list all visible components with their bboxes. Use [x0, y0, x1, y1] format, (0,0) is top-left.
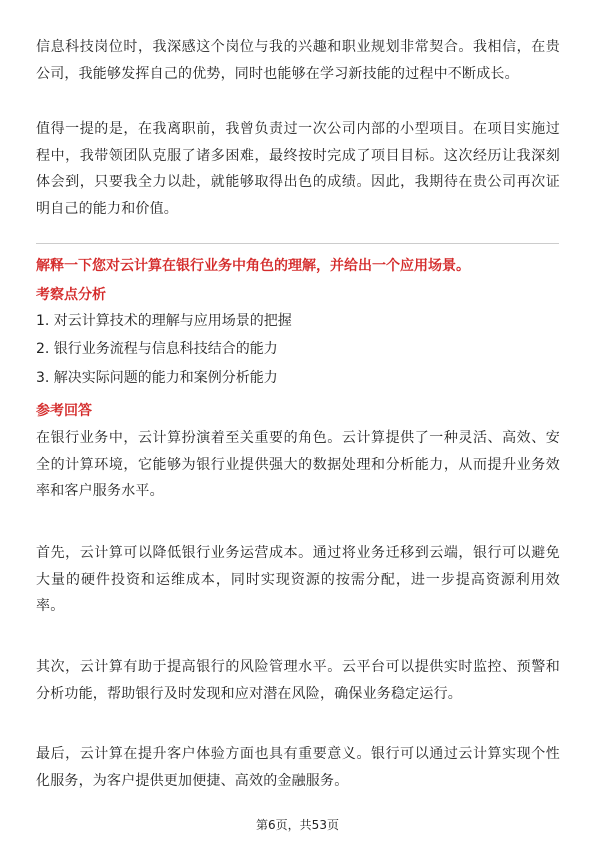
page-number: 第6页，共53页 [256, 818, 339, 832]
intro-paragraph-1: 信息科技岗位时，我深感这个岗位与我的兴趣和职业规划非常契合。我相信，在贵公司，我能够发挥自己的优势，同时也能够在学习新技能的过程中不断成长。 [36, 39, 560, 82]
section-divider [36, 243, 559, 244]
analysis-point-2: 2. 银行业务流程与信息科技结合的能力 [36, 341, 278, 357]
question-title: 解释一下您对云计算在银行业务中角色的理解，并给出一个应用场景。 [36, 258, 470, 274]
answer-paragraph-2: 首先，云计算可以降低银行业务运营成本。通过将业务迁移到云端，银行可以避免大量的硬件投资和运维成本，同时实现资源的按需分配，进一步提高资源利用效率。 [36, 545, 560, 614]
analysis-point-1: 1. 对云计算技术的理解与应用场景的把握 [36, 313, 292, 329]
answer-paragraph-3: 其次，云计算有助于提高银行的风险管理水平。云平台可以提供实时监控、预警和分析功能，帮助银行及时发现和应对潜在风险，确保业务稳定运行。 [36, 659, 560, 702]
intro-paragraph-2: 值得一提的是，在我离职前，我曾负责过一次公司内部的小型项目。在项目实施过程中，我带领团队克服了诸多困难，最终按时完成了项目目标。这次经历让我深刻体会到，只要我全力以赴，就能够取得出色的成绩。因此，我期待在贵公司再次证明自己的能力和价值。 [36, 121, 560, 217]
answer-paragraph-1: 在银行业务中，云计算扮演着至关重要的角色。云计算提供了一种灵活、高效、安全的计算环境，它能够为银行业提供强大的数据处理和分析能力，从而提升业务效率和客户服务水平。 [36, 430, 560, 499]
analysis-heading: 考察点分析 [36, 287, 106, 303]
analysis-point-3: 3. 解决实际问题的能力和案例分析能力 [36, 370, 278, 386]
answer-heading: 参考回答 [36, 403, 92, 419]
answer-paragraph-4: 最后，云计算在提升客户体验方面也具有重要意义。银行可以通过云计算实现个性化服务，为客户提供更加便捷、高效的金融服务。 [36, 746, 560, 789]
